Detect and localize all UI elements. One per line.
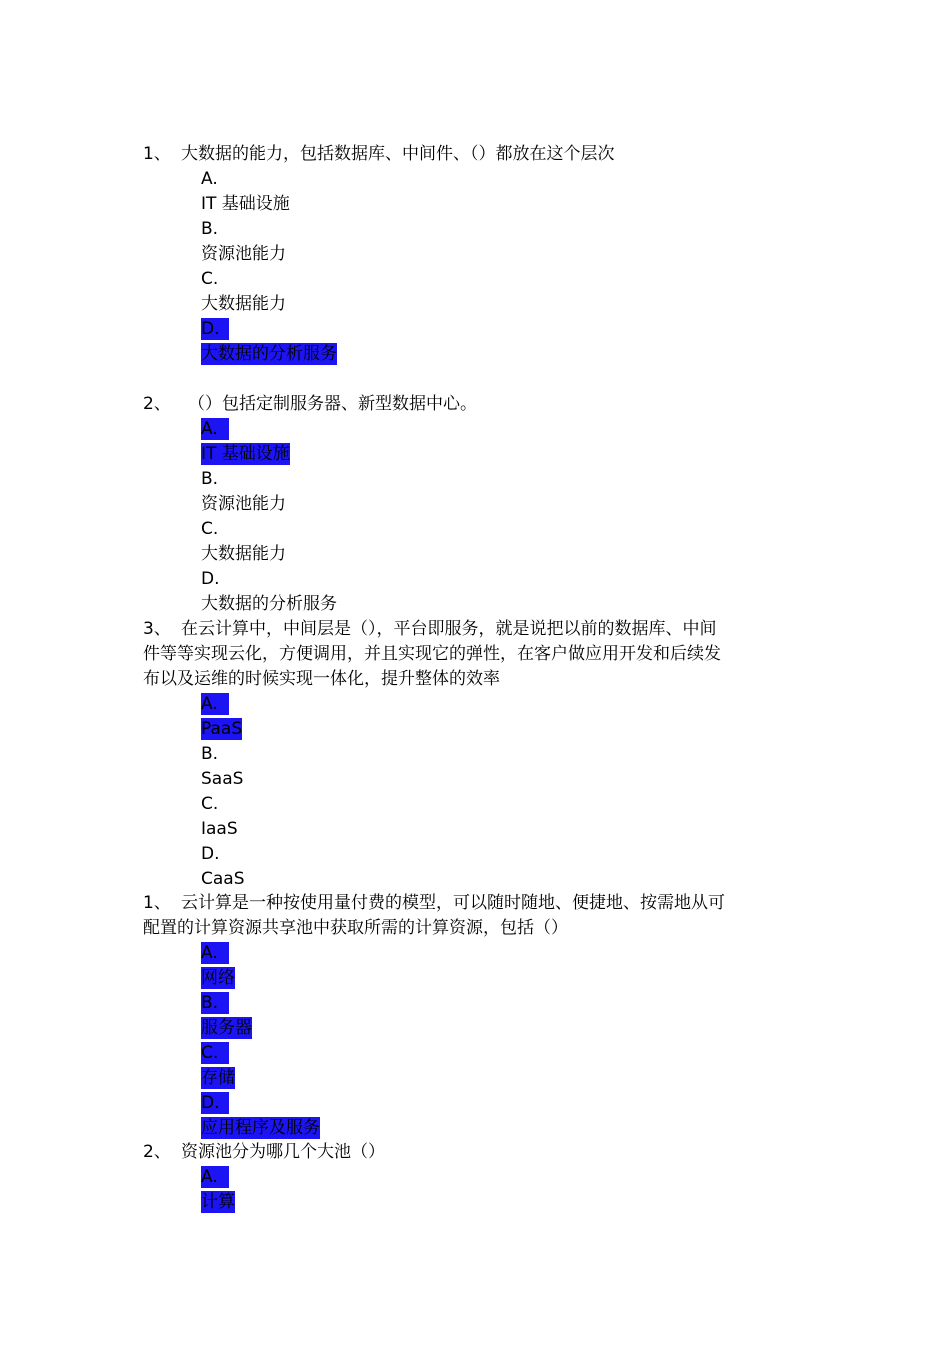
option-letter-selected[interactable]: C. <box>201 1042 229 1064</box>
question-text: （）包括定制服务器、新型数据中心。 <box>188 394 477 414</box>
question-number: 2、 <box>143 394 171 414</box>
option-text-selected[interactable]: 服务器 <box>201 1018 252 1038</box>
question-text-continued: 布以及运维的时候实现一体化，提升整体的效率 <box>143 669 500 689</box>
option-letter[interactable]: C. <box>201 269 219 289</box>
option-text[interactable]: IT 基础设施 <box>201 194 290 214</box>
option-letter[interactable]: A. <box>201 169 218 189</box>
option-letter[interactable]: B. <box>201 219 219 239</box>
option-text[interactable]: 资源池能力 <box>201 494 286 514</box>
option-text-selected[interactable]: PaaS <box>201 719 243 739</box>
option-letter-selected[interactable]: D. <box>201 1092 229 1114</box>
option-text[interactable]: IaaS <box>201 819 238 839</box>
option-letter-selected[interactable]: A. <box>201 418 229 440</box>
option-text-selected[interactable]: IT 基础设施 <box>201 444 290 464</box>
question-text: 在云计算中，中间层是（），平台即服务，就是说把以前的数据库、中间 <box>181 619 717 639</box>
option-letter[interactable]: B. <box>201 469 219 489</box>
option-text[interactable]: 大数据能力 <box>201 544 286 564</box>
option-letter[interactable]: B. <box>201 744 219 764</box>
question-text: 云计算是一种按使用量付费的模型，可以随时随地、便捷地、按需地从可 <box>181 893 725 913</box>
question-number: 2、 <box>143 1142 171 1162</box>
question-text-continued: 配置的计算资源共享池中获取所需的计算资源，包括（） <box>143 918 568 938</box>
option-text[interactable]: 资源池能力 <box>201 244 286 264</box>
option-letter-selected[interactable]: A. <box>201 942 229 964</box>
question-number: 3、 <box>143 619 171 639</box>
question-number: 1、 <box>143 144 171 164</box>
question-number: 1、 <box>143 893 171 913</box>
question-text-continued: 件等等实现云化，方便调用，并且实现它的弹性，在客户做应用开发和后续发 <box>143 644 721 664</box>
option-text[interactable]: CaaS <box>201 869 245 889</box>
option-text[interactable]: 大数据的分析服务 <box>201 594 337 614</box>
option-letter-selected[interactable]: B. <box>201 992 229 1014</box>
option-letter[interactable]: D. <box>201 569 220 589</box>
option-text-selected[interactable]: 应用程序及服务 <box>201 1118 320 1138</box>
option-letter-selected[interactable]: A. <box>201 693 229 715</box>
option-text-selected[interactable]: 网络 <box>201 968 235 988</box>
option-text-selected[interactable]: 大数据的分析服务 <box>201 344 337 364</box>
option-text-selected[interactable]: 存储 <box>201 1068 235 1088</box>
option-text[interactable]: SaaS <box>201 769 244 789</box>
question-text: 大数据的能力，包括数据库、中间件、（）都放在这个层次 <box>181 144 615 164</box>
option-letter-selected[interactable]: D. <box>201 318 229 340</box>
option-text-selected[interactable]: 计算 <box>201 1192 235 1212</box>
option-letter[interactable]: D. <box>201 844 220 864</box>
question-text: 资源池分为哪几个大池（） <box>181 1142 385 1162</box>
option-letter[interactable]: C. <box>201 519 219 539</box>
option-letter-selected[interactable]: A. <box>201 1166 229 1188</box>
option-letter[interactable]: C. <box>201 794 219 814</box>
option-text[interactable]: 大数据能力 <box>201 294 286 314</box>
